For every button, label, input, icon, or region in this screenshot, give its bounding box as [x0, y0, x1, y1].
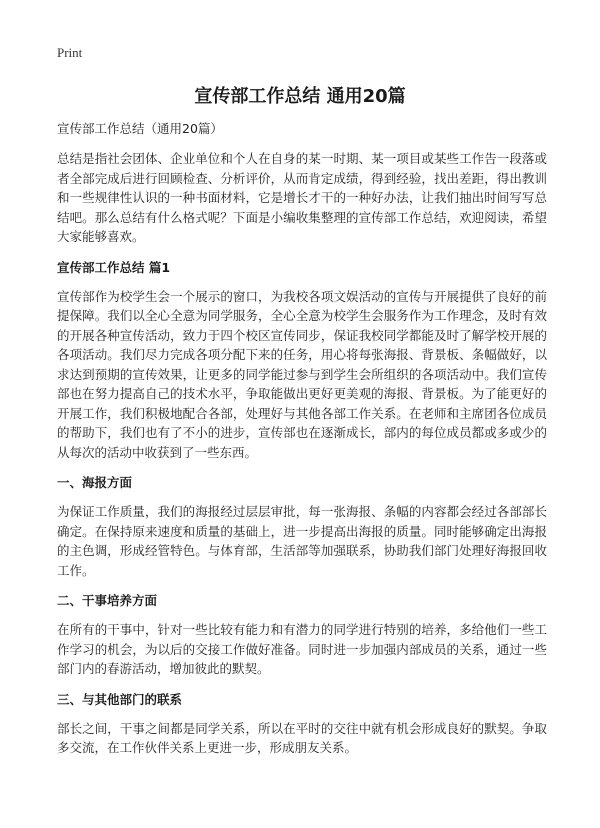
section-heading-department-relations: 三、与其他部门的联系 [57, 691, 183, 707]
section-body-posters: 为保证工作质量，我们的海报经过层层审批，每一张海报、条幅的内容都会经过各部部长确定。在保持原来速度和质量的基础上，进一步提高出海报的质量。同时能够确定出海报的主色调，形成经管特色。与体育部，生活部等加强联系，协助我们部门处理好海报回收工作。 [57, 504, 547, 578]
intro-paragraph: 总结是指社会团体、企业单位和个人在自身的某一时期、某一项目或某些工作告一段落或者全部完成后进行回顾检查、分析评价，从而肯定成绩，得到经验，找出差距，得出教训和一些规律性认识的一种书面材料，它是增长才干的一种好办法，让我们抽出时间写写总结吧。那么总结有什么格式呢？下面是小编收集整理的宣传部工作总结，欢迎阅读，希望大家能够喜欢。 [57, 151, 547, 244]
article-intro-paragraph: 宣传部作为校学生会一个展示的窗口，为我校各项文娱活动的宣传与开展提供了良好的前提保障。我们以全心全意为同学服务，全心全意为校学生会服务作为工作理念，及时有效的开展各种宣传活动，致力于四个校区宣传同步，保证我校同学都能及时了解学校开展的各项活动。我们尽力完成各项分配下来的任务，用心将每张海报、背景板、条幅做好，以求达到预期的宣传效果，让更多的同学能过参与到学生会所组织的各项活动中。我们宣传部也在努力提高自己的技术水平，争取能做出更好更美观的海报、背景板。为了能更好的开展工作，我们积极地配合各部，处理好与其他各部工作关系。在老师和主席团各位成员的帮助下，我们也有了不小的进步，宣传部也在逐渐成长，部内的每位成员都或多或少的从每次的活动中收获到了一些东西。 [57, 288, 547, 460]
print-link[interactable]: Print [57, 45, 83, 60]
article-heading: 宣传部工作总结 篇1 [57, 259, 171, 275]
section-body-department-relations: 部长之间，干事之间都是同学关系，所以在平时的交往中就有机会形成良好的默契。争取多交流，在工作伙伴关系上更进一步，形成朋友关系。 [57, 720, 547, 755]
document-body [57, 120, 547, 769]
section-heading-staff-training: 二、干事培养方面 [57, 593, 158, 608]
document-title: 宣传部工作总结 通用20篇 [194, 86, 406, 107]
section-heading-posters: 一、海报方面 [57, 475, 133, 490]
section-body-staff-training: 在所有的干事中，针对一些比较有能力和有潜力的同学进行特别的培养，多给他们一些工作学习的机会，为以后的交接工作做好准备。同时进一步加强内部成员的关系，通过一些部门内的春游活动，增加彼此的默契。 [57, 622, 547, 676]
document-subtitle: 宣传部工作总结（通用20篇） [57, 121, 223, 136]
